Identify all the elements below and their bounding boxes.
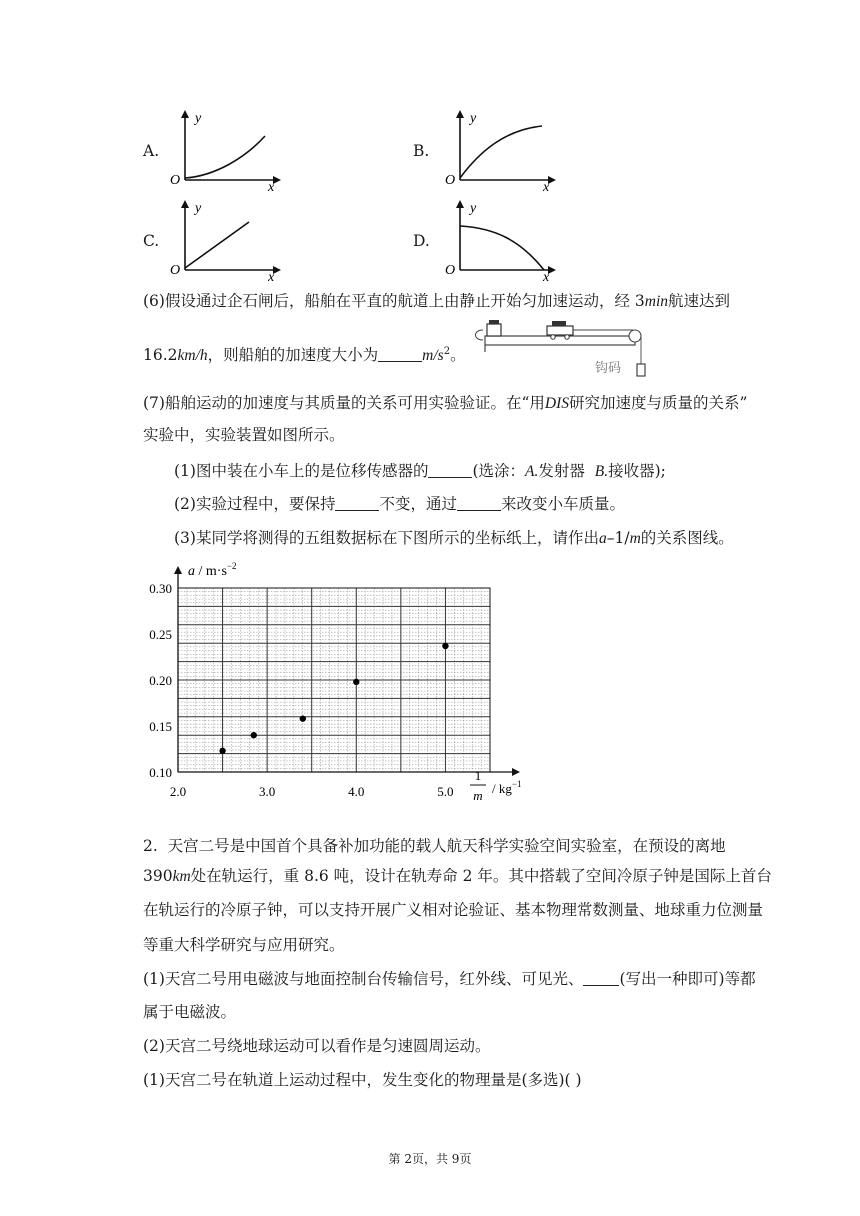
x-tick-label: 2.0 (169, 784, 187, 799)
x-axis-label: x (543, 180, 550, 192)
q7-line1: (7)船舶运动的加速度与其质量的关系可用实验验证。在“用DIS研究加速度与质量的关系” (143, 394, 748, 412)
option-d-letter: D. (413, 232, 430, 250)
option-b-graph (440, 106, 560, 192)
origin-label: O (170, 173, 181, 188)
grid-major (178, 588, 490, 772)
answer-blank[interactable] (378, 347, 422, 362)
scatter-chart (140, 560, 540, 810)
x-axis-title-den: m (473, 788, 483, 803)
y-axis-title: $a / m\cdot s^{-2}$ (188, 561, 237, 579)
question-number: 2. (143, 837, 158, 855)
q2-line2: 390km处在轨运行，重 8.6 吨，设计在轨寿命 2 年。其中搭载了空间冷原子钟是国际上首台 (143, 867, 772, 885)
chart-axes (174, 566, 520, 776)
option-d-graph (440, 196, 560, 282)
q7-sub1: (1)图中装在小车上的是位移传感器的 (选涂：A.发射器 B.接收器); (174, 462, 666, 480)
y-tick-label: 0.10 (149, 765, 172, 780)
answer-blank[interactable] (583, 971, 619, 986)
y-tick-label: 0.20 (149, 673, 172, 688)
x-axis-label: x (543, 270, 550, 282)
x-axis-label: x (268, 180, 275, 192)
x-axis-label: x (268, 270, 275, 282)
y-axis-label: y (470, 111, 477, 126)
y-axis-label: y (470, 201, 477, 216)
y-axis-label: y (195, 111, 202, 126)
origin-label: O (170, 263, 181, 278)
option-a-graph (165, 106, 285, 192)
answer-blank[interactable] (428, 463, 472, 478)
answer-blank[interactable] (457, 496, 501, 511)
q6-line1: (6)假设通过企石闸后，船舶在平直的航道上由静止开始匀加速运动，经 3min航速达到 (143, 292, 731, 310)
x-axis-arrow (512, 768, 520, 776)
answer-blank[interactable] (335, 496, 379, 511)
q2-p1-cont: 属于电磁波。 (143, 1003, 237, 1021)
page-footer: 第 2页，共 9页 (388, 1152, 472, 1166)
x-axis-title-unit: / $kg^{-1}$ (492, 779, 522, 796)
option-c-graph (165, 196, 285, 282)
option-a-letter: A. (143, 142, 160, 160)
data-point (353, 679, 359, 685)
y-axis-label: y (195, 201, 202, 216)
y-tick-label: 0.30 (149, 581, 172, 596)
q7-line2: 实验中，实验装置如图所示。 (143, 426, 345, 444)
y-tick-label: 0.15 (149, 719, 172, 734)
data-point (442, 643, 448, 649)
weight-label: 钩码 (595, 360, 622, 375)
q7-sub3: (3)某同学将测得的五组数据标在下图所示的坐标纸上，请作出a–1/m的关系图线。 (174, 529, 734, 547)
q7-sub2: (2)实验过程中，要保持 不变，通过 来改变小车质量。 (174, 495, 625, 513)
option-c-letter: C. (143, 232, 160, 250)
apparatus-diagram (455, 314, 655, 380)
data-point (300, 715, 306, 721)
q2-line3: 在轨运行的冷原子钟，可以支持开展广义相对论验证、基本物理常数测量、地球重力位测量 (143, 901, 764, 919)
origin-label: O (445, 263, 456, 278)
x-tick-label: 3.0 (259, 784, 276, 799)
q2-p3: (1)天宫二号在轨道上运动过程中，发生变化的物理量是(多选)( ) (143, 1071, 582, 1089)
y-tick-label: 0.25 (149, 627, 172, 642)
origin-label: O (445, 173, 456, 188)
q2-line4: 等重大科学研究与应用研究。 (143, 936, 345, 954)
option-b-letter: B. (413, 142, 430, 160)
q6-line2: 16.2km/h，则船舶的加速度大小为 $m/s^2$。 (143, 346, 466, 364)
x-axis-title-num: 1 (474, 768, 482, 783)
y-axis-arrow (174, 566, 182, 574)
q2-p1: (1)天宫二号用电磁波与地面控制台传输信号，红外线、可见光、 (写出一种即可)等都 (143, 970, 756, 988)
data-point (219, 748, 225, 754)
data-point (251, 732, 257, 738)
q2-line1: 2. 天宫二号是中国首个具备补加功能的载人航天科学实验空间实验室，在预设的离地 (143, 837, 726, 855)
q2-p2: (2)天宫二号绕地球运动可以看作是匀速圆周运动。 (143, 1037, 491, 1055)
x-tick-label: 4.0 (348, 784, 365, 799)
x-tick-label: 5.0 (437, 784, 454, 799)
